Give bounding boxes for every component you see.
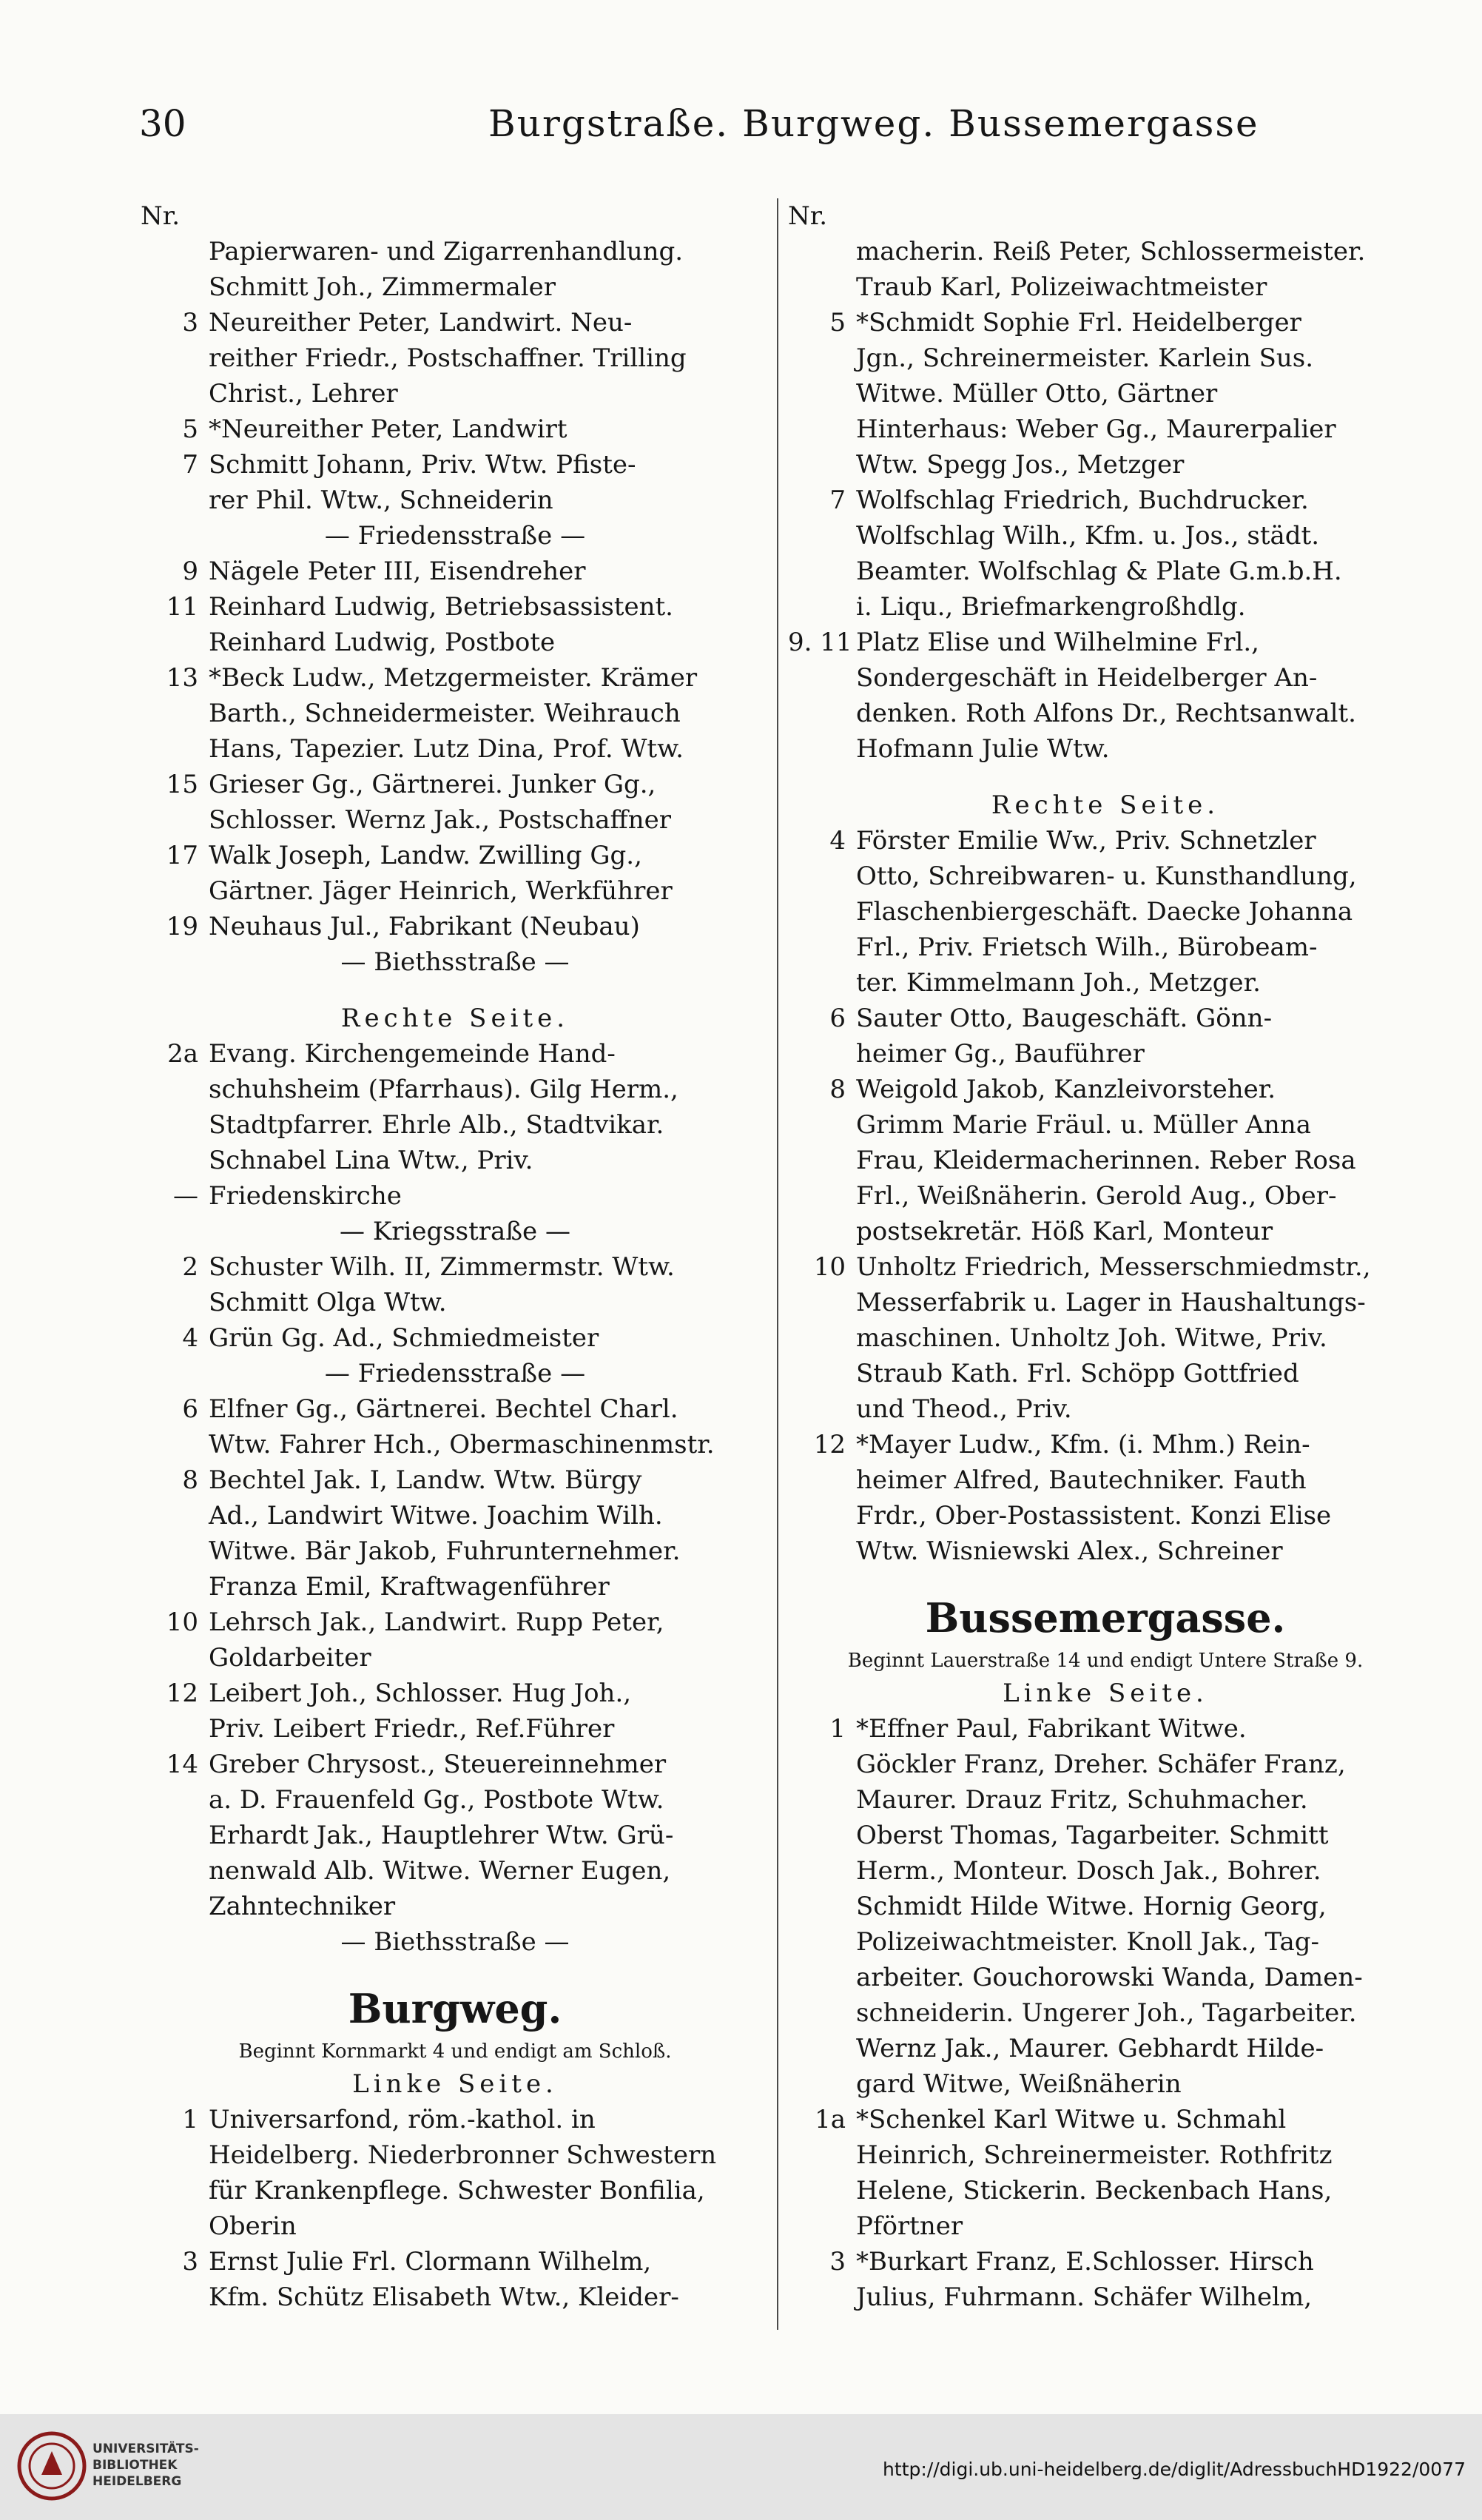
continuation-line <box>788 1889 1423 1924</box>
entry-line <box>141 1747 769 1782</box>
entry-text: Maurer. Drauz Fritz, Schuhmacher. <box>856 1785 1308 1815</box>
entry-text: *Burkart Franz, E.Schlosser. Hirsch <box>856 2247 1314 2277</box>
entry-text: Friedenskirche <box>209 1181 402 1211</box>
continuation-line <box>141 2279 769 2315</box>
entry-text: maschinen. Unholtz Joh. Witwe, Priv. <box>856 1323 1327 1353</box>
continuation-line <box>788 1285 1423 1320</box>
entry-text: Schmidt Hilde Witwe. Hornig Georg, <box>856 1892 1327 1921</box>
house-number: 1a <box>815 2105 846 2134</box>
number-column-header: Nr. <box>788 201 828 231</box>
house-number: 9 <box>182 557 198 586</box>
entry-text: Schnabel Lina Wtw., Priv. <box>209 1146 533 1175</box>
entry-text: Grimm Marie Fräul. u. Müller Anna <box>856 1110 1311 1140</box>
continuation-line <box>788 1143 1423 1178</box>
entry-text: Hinterhaus: Weber Gg., Maurerpalier <box>856 414 1336 444</box>
entry-line <box>141 1178 769 1214</box>
continuation-line <box>788 1995 1423 2031</box>
entry-text: Otto, Schreibwaren- u. Kunsthandlung, <box>856 861 1357 891</box>
entry-text: Pförtner <box>856 2211 963 2241</box>
entry-line <box>141 305 769 340</box>
entry-line <box>141 2102 769 2137</box>
continuation-line <box>788 1533 1423 1569</box>
entry-text: Schlosser. Wernz Jak., Postschaffner <box>209 805 671 835</box>
entry-text: heimer Alfred, Bautechniker. Fauth <box>856 1465 1307 1495</box>
house-number: 2 <box>182 1252 198 1282</box>
entry-text: Grün Gg. Ad., Schmiedmeister <box>209 1323 599 1353</box>
entry-text: Sondergeschäft in Heidelberger An- <box>856 663 1318 693</box>
house-number: 5 <box>182 414 198 444</box>
house-number: 2a <box>167 1039 198 1069</box>
continuation-line <box>788 2031 1423 2066</box>
house-number: — <box>173 1181 198 1211</box>
entry-text: Reinhard Ludwig, Postbote <box>209 628 556 657</box>
entry-text: Gärtner. Jäger Heinrich, Werkführer <box>209 876 673 906</box>
entry-line <box>141 660 769 696</box>
library-logo-text <box>92 2441 199 2490</box>
entry-text: schneiderin. Ungerer Joh., Tagarbeiter. <box>856 1998 1357 2028</box>
house-number: 5 <box>829 308 846 337</box>
entry-text: Wolfschlag Friedrich, Buchdrucker. <box>856 485 1309 515</box>
entry-line <box>788 1072 1423 1107</box>
entry-text: Beamter. Wolfschlag & Plate G.m.b.H. <box>856 557 1342 586</box>
entry-text: Stadtpfarrer. Ehrle Alb., Stadtvikar. <box>209 1110 664 1140</box>
left-column <box>141 198 769 2382</box>
entry-line <box>141 1249 769 1285</box>
logo-line: UNIVERSITÄTS- <box>92 2442 199 2456</box>
house-number: 6 <box>182 1394 198 1424</box>
continuation-line <box>141 269 769 305</box>
house-number: 3 <box>829 2247 846 2277</box>
house-number: 9. 11 <box>788 628 852 657</box>
entry-text: Neuhaus Jul., Fabrikant (Neubau) <box>209 912 640 941</box>
spacer <box>141 980 769 1001</box>
entry-text: Sauter Otto, Baugeschäft. Gönn- <box>856 1004 1273 1033</box>
continuation-line <box>788 930 1423 965</box>
continuation-line <box>788 1924 1423 1960</box>
running-title: Burgstraße. Burgweg. Bussemergasse <box>488 102 1259 145</box>
page-number: 30 <box>139 102 186 145</box>
continuation-line <box>141 1072 769 1107</box>
continuation-line <box>788 1178 1423 1214</box>
entry-text: Unholtz Friedrich, Messerschmiedmstr., <box>856 1252 1371 1282</box>
continuation-line <box>788 2208 1423 2244</box>
continuation-line <box>141 1853 769 1889</box>
entry-line <box>141 554 769 589</box>
entry-text: Schmitt Olga Wtw. <box>209 1288 447 1317</box>
continuation-line <box>141 2173 769 2208</box>
entry-text: Platz Elise und Wilhelmine Frl., <box>856 628 1259 657</box>
entry-text: *Neureither Peter, Landwirt <box>209 414 567 444</box>
entry-text: Wtw. Wisniewski Alex., Schreiner <box>856 1536 1283 1566</box>
entry-text: Grieser Gg., Gärtnerei. Junker Gg., <box>209 770 656 799</box>
entry-line <box>141 909 769 944</box>
house-number: 12 <box>813 1430 846 1459</box>
entry-line <box>141 411 769 447</box>
entry-text: Ad., Landwirt Witwe. Joachim Wilh. <box>209 1501 663 1531</box>
continuation-line <box>141 376 769 411</box>
continuation-line <box>788 518 1423 554</box>
entry-line <box>141 1462 769 1498</box>
university-seal-icon <box>16 2430 87 2501</box>
entry-text: *Beck Ludw., Metzgermeister. Krämer <box>209 663 698 693</box>
house-number: 8 <box>829 1075 846 1104</box>
entry-line <box>788 483 1423 518</box>
house-number: 1 <box>829 1714 846 1744</box>
entry-line <box>788 625 1423 660</box>
entry-text: a. D. Frauenfeld Gg., Postbote Wtw. <box>209 1785 664 1815</box>
continuation-line <box>788 965 1423 1001</box>
continuation-line <box>788 411 1423 447</box>
entry-text: Leibert Joh., Schlosser. Hug Joh., <box>209 1679 632 1708</box>
continuation-line <box>141 1782 769 1818</box>
page-header <box>133 102 1406 161</box>
entry-text: Reinhard Ludwig, Betriebsassistent. <box>209 592 673 622</box>
entry-line <box>788 1249 1423 1285</box>
entry-text: Frdr., Ober-Postassistent. Konzi Elise <box>856 1501 1332 1531</box>
continuation-line <box>141 1818 769 1853</box>
house-number: 11 <box>166 592 198 622</box>
house-number: 3 <box>182 2247 198 2277</box>
house-number: 14 <box>166 1750 198 1779</box>
continuation-line <box>141 2137 769 2173</box>
side-heading: Rechte Seite. <box>991 790 1220 820</box>
column-divider <box>777 198 778 2330</box>
spacer <box>788 1569 1423 1590</box>
entry-line <box>141 2244 769 2279</box>
continuation-line <box>141 873 769 909</box>
entry-text: Neureither Peter, Landwirt. Neu- <box>209 308 633 337</box>
entry-text: Jgn., Schreinermeister. Karlein Sus. <box>856 343 1314 373</box>
cross-street-marker: — Kriegsstraße — <box>340 1217 570 1246</box>
continuation-line <box>788 696 1423 731</box>
house-number: 19 <box>166 912 198 941</box>
entry-line <box>141 1605 769 1640</box>
continuation-line <box>788 2279 1423 2315</box>
entry-text: reither Friedr., Postschaffner. Trilling <box>209 343 687 373</box>
continuation-line <box>788 2173 1423 2208</box>
entry-line <box>788 2102 1423 2137</box>
entry-text: i. Liqu., Briefmarkengroßhdlg. <box>856 592 1246 622</box>
continuation-line <box>788 1107 1423 1143</box>
entry-text: Lehrsch Jak., Landwirt. Rupp Peter, <box>209 1607 664 1637</box>
entry-text: Frau, Kleidermacherinnen. Reber Rosa <box>856 1146 1356 1175</box>
entry-text: Hans, Tapezier. Lutz Dina, Prof. Wtw. <box>209 734 684 764</box>
house-number: 4 <box>182 1323 198 1353</box>
entry-text: Oberin <box>209 2211 297 2241</box>
entry-text: Bechtel Jak. I, Landw. Wtw. Bürgy <box>209 1465 642 1495</box>
entry-text: Barth., Schneidermeister. Weihrauch <box>209 699 681 728</box>
cross-street-marker: — Friedensstraße — <box>324 521 586 551</box>
entry-text: schuhsheim (Pfarrhaus). Gilg Herm., <box>209 1075 678 1104</box>
entry-text: Göckler Franz, Dreher. Schäfer Franz, <box>856 1750 1346 1779</box>
continuation-line <box>788 1782 1423 1818</box>
continuation-line <box>788 589 1423 625</box>
house-number: 13 <box>166 663 198 693</box>
entry-text: Nägele Peter III, Eisendreher <box>209 557 586 586</box>
entry-line <box>141 767 769 802</box>
entry-text: Wtw. Spegg Jos., Metzger <box>856 450 1185 480</box>
continuation-line <box>141 1640 769 1676</box>
entry-text: Schmitt Johann, Priv. Wtw. Pfiste- <box>209 450 636 480</box>
entry-text: ter. Kimmelmann Joh., Metzger. <box>856 968 1261 998</box>
continuation-line <box>788 1818 1423 1853</box>
continuation-line <box>788 1320 1423 1356</box>
entry-text: Walk Joseph, Landw. Zwilling Gg., <box>209 841 642 870</box>
entry-text: Weigold Jakob, Kanzleivorsteher. <box>856 1075 1276 1104</box>
continuation-line <box>141 625 769 660</box>
continuation-line <box>788 859 1423 894</box>
entry-text: Papierwaren- und Zigarrenhandlung. <box>209 237 684 266</box>
continuation-line <box>788 1853 1423 1889</box>
continuation-line <box>788 1747 1423 1782</box>
entry-text: Julius, Fuhrmann. Schäfer Wilhelm, <box>856 2282 1313 2312</box>
entry-text: Goldarbeiter <box>209 1643 371 1673</box>
entry-text: Helene, Stickerin. Beckenbach Hans, <box>856 2176 1333 2205</box>
house-number: 7 <box>182 450 198 480</box>
house-number: 12 <box>166 1679 198 1708</box>
entry-text: für Krankenpflege. Schwester Bonfilia, <box>209 2176 705 2205</box>
entry-text: Herm., Monteur. Dosch Jak., Bohrer. <box>856 1856 1321 1886</box>
entry-text: Elfner Gg., Gärtnerei. Bechtel Charl. <box>209 1394 678 1424</box>
continuation-line <box>141 1533 769 1569</box>
side-heading: Linke Seite. <box>1003 1679 1208 1708</box>
continuation-line <box>141 1107 769 1143</box>
entry-text: Förster Emilie Ww., Priv. Schnetzler <box>856 826 1316 856</box>
entry-text: Kfm. Schütz Elisabeth Wtw., Kleider- <box>209 2282 679 2312</box>
street-description: Beginnt Lauerstraße 14 und endigt Untere Straße 9. <box>847 1650 1364 1672</box>
continuation-line <box>788 554 1423 589</box>
continuation-line <box>788 1462 1423 1498</box>
entry-text: Universarfond, röm.-kathol. in <box>209 2105 596 2134</box>
continuation-line <box>788 1214 1423 1249</box>
entry-text: nenwald Alb. Witwe. Werner Eugen, <box>209 1856 671 1886</box>
entry-line <box>788 2244 1423 2279</box>
continuation-line <box>788 340 1423 376</box>
entry-text: Heidelberg. Niederbronner Schwestern <box>209 2140 717 2170</box>
spacer <box>788 767 1423 787</box>
continuation-line <box>788 1036 1423 1072</box>
house-number: 3 <box>182 308 198 337</box>
cross-street-marker: — Biethsstraße — <box>340 1927 570 1957</box>
continuation-line <box>141 1285 769 1320</box>
side-heading: Rechte Seite. <box>340 1004 570 1033</box>
entry-line <box>141 1676 769 1711</box>
entry-text: Frl., Weißnäherin. Gerold Aug., Ober- <box>856 1181 1337 1211</box>
entry-text: *Schenkel Karl Witwe u. Schmahl <box>856 2105 1287 2134</box>
entry-text: Erhardt Jak., Hauptlehrer Wtw. Grü- <box>209 1821 674 1850</box>
continuation-line <box>788 269 1423 305</box>
entry-text: denken. Roth Alfons Dr., Rechtsanwalt. <box>856 699 1356 728</box>
entry-text: Flaschenbiergeschäft. Daecke Johanna <box>856 897 1353 927</box>
entry-text: postsekretär. Höß Karl, Monteur <box>856 1217 1273 1246</box>
entry-text: macherin. Reiß Peter, Schlossermeister. <box>856 237 1366 266</box>
entry-text: Polizeiwachtmeister. Knoll Jak., Tag- <box>856 1927 1320 1957</box>
number-column-header: Nr. <box>141 201 181 231</box>
entry-text: Schmitt Joh., Zimmermaler <box>209 272 556 302</box>
continuation-line <box>141 1498 769 1533</box>
street-heading: Bussemergasse. <box>925 1594 1286 1642</box>
continuation-line <box>788 1498 1423 1533</box>
entry-text: *Effner Paul, Fabrikant Witwe. <box>856 1714 1247 1744</box>
entry-line <box>141 1036 769 1072</box>
entry-line <box>141 1391 769 1427</box>
continuation-line <box>788 1960 1423 1995</box>
entry-text: gard Witwe, Weißnäherin <box>856 2069 1182 2099</box>
continuation-line <box>141 1427 769 1462</box>
continuation-line <box>141 340 769 376</box>
entry-line <box>141 838 769 873</box>
entry-text: Witwe. Müller Otto, Gärtner <box>856 379 1218 409</box>
continuation-line <box>141 802 769 838</box>
entry-text: Evang. Kirchengemeinde Hand- <box>209 1039 616 1069</box>
entry-text: Oberst Thomas, Tagarbeiter. Schmitt <box>856 1821 1329 1850</box>
continuation-line <box>788 376 1423 411</box>
house-number: 6 <box>829 1004 846 1033</box>
continuation-line <box>788 894 1423 930</box>
entry-line <box>788 1001 1423 1036</box>
entry-text: Wernz Jak., Maurer. Gebhardt Hilde- <box>856 2034 1324 2063</box>
right-column <box>788 198 1423 2382</box>
entry-text: Ernst Julie Frl. Clormann Wilhelm, <box>209 2247 652 2277</box>
cross-street-marker: — Friedensstraße — <box>324 1359 586 1388</box>
house-number: 15 <box>166 770 198 799</box>
entry-text: Straub Kath. Frl. Schöpp Gottfried <box>856 1359 1299 1388</box>
continuation-line <box>788 447 1423 483</box>
continuation-line <box>141 1711 769 1747</box>
continuation-line <box>141 2208 769 2244</box>
entry-text: Messerfabrik u. Lager in Haushaltungs- <box>856 1288 1366 1317</box>
entry-line <box>788 1427 1423 1462</box>
entry-text: Frl., Priv. Frietsch Wilh., Bürobeam- <box>856 933 1318 962</box>
logo-line: HEIDELBERG <box>92 2474 182 2489</box>
logo-line: BIBLIOTHEK <box>92 2458 178 2473</box>
house-number: 10 <box>813 1252 846 1282</box>
spacer <box>141 1960 769 1980</box>
entry-text: *Mayer Ludw., Kfm. (i. Mhm.) Rein- <box>856 1430 1310 1459</box>
entry-line <box>141 1320 769 1356</box>
entry-text: Wtw. Fahrer Hch., Obermaschinenmstr. <box>209 1430 715 1459</box>
house-number: 8 <box>182 1465 198 1495</box>
entry-text: heimer Gg., Bauführer <box>856 1039 1145 1069</box>
house-number: 1 <box>182 2105 198 2134</box>
entry-text: Greber Chrysost., Steuereinnehmer <box>209 1750 667 1779</box>
entry-text: Wolfschlag Wilh., Kfm. u. Jos., städt. <box>856 521 1320 551</box>
footer-bar <box>0 2414 1482 2520</box>
house-number: 7 <box>829 485 846 515</box>
street-description: Beginnt Kornmarkt 4 und endigt am Schloß. <box>238 2040 672 2063</box>
continuation-line <box>141 1889 769 1924</box>
continuation-line <box>788 2137 1423 2173</box>
entry-text: Christ., Lehrer <box>209 379 398 409</box>
entry-text: arbeiter. Gouchorowski Wanda, Damen- <box>856 1963 1363 1992</box>
house-number: 10 <box>166 1607 198 1637</box>
cross-street-marker: — Biethsstraße — <box>340 947 570 977</box>
entry-text: rer Phil. Wtw., Schneiderin <box>209 485 553 515</box>
house-number: 17 <box>166 841 198 870</box>
continuation-line <box>141 1143 769 1178</box>
continuation-line <box>141 234 769 269</box>
entry-text: Traub Karl, Polizeiwachtmeister <box>856 272 1267 302</box>
entry-line <box>788 305 1423 340</box>
entry-line <box>141 589 769 625</box>
continuation-line <box>788 1391 1423 1427</box>
continuation-line <box>788 234 1423 269</box>
entry-text: Franza Emil, Kraftwagenführer <box>209 1572 610 1602</box>
entry-line <box>141 447 769 483</box>
entry-text: und Theod., Priv. <box>856 1394 1072 1424</box>
entry-text: Zahntechniker <box>209 1892 396 1921</box>
entry-text: Heinrich, Schreinermeister. Rothfritz <box>856 2140 1333 2170</box>
continuation-line <box>141 731 769 767</box>
continuation-line <box>141 696 769 731</box>
continuation-line <box>788 1356 1423 1391</box>
continuation-line <box>788 660 1423 696</box>
continuation-line <box>141 1569 769 1605</box>
entry-text: Schuster Wilh. II, Zimmermstr. Wtw. <box>209 1252 675 1282</box>
entry-text: Hofmann Julie Wtw. <box>856 734 1110 764</box>
entry-text: *Schmidt Sophie Frl. Heidelberger <box>856 308 1301 337</box>
source-url[interactable]: http://digi.ub.uni-heidelberg.de/diglit/AdressbuchHD1922/0077 <box>883 2459 1466 2480</box>
continuation-line <box>788 2066 1423 2102</box>
house-number: 4 <box>829 826 846 856</box>
entry-line <box>788 823 1423 859</box>
side-heading: Linke Seite. <box>352 2069 558 2099</box>
street-heading: Burgweg. <box>348 1985 562 2032</box>
continuation-line <box>141 483 769 518</box>
continuation-line <box>788 731 1423 767</box>
entry-line <box>788 1711 1423 1747</box>
entry-text: Priv. Leibert Friedr., Ref.Führer <box>209 1714 615 1744</box>
entry-text: Witwe. Bär Jakob, Fuhrunternehmer. <box>209 1536 681 1566</box>
